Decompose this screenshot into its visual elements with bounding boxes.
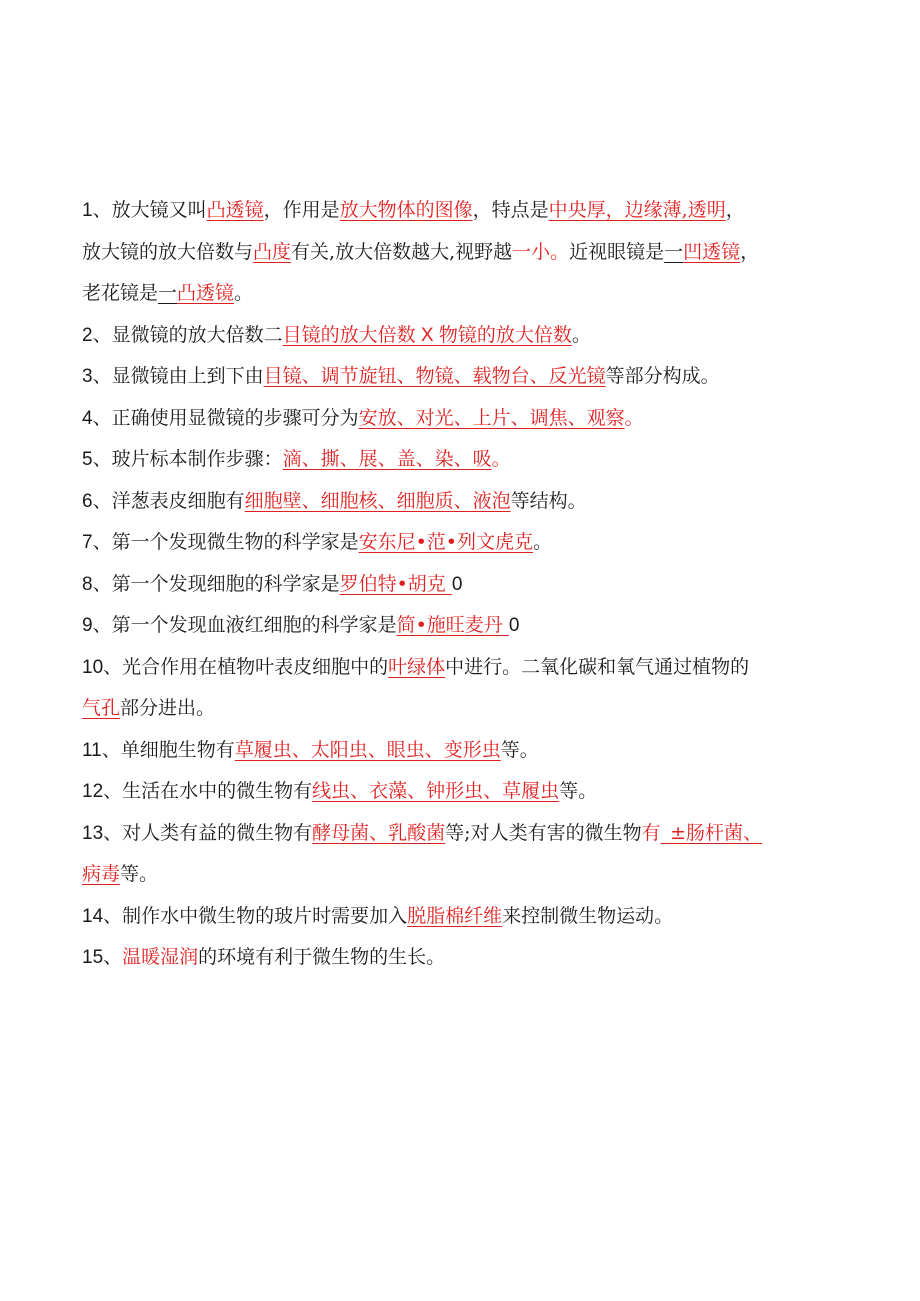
answer-text: 目镜的放大倍数 (282, 323, 416, 346)
answer-blank: 一 (158, 282, 178, 304)
answer-text: 中央厚，边缘薄,透明 (548, 199, 726, 221)
text-segment: 、正确使用显微镜的步骤可分为 (92, 406, 359, 429)
answer-text: 凸透镜 (206, 199, 264, 221)
item-number: 14 (82, 905, 104, 927)
text-segment: 、玻片标本制作步骤： (92, 448, 283, 470)
question-item (82, 771, 872, 813)
text-segment: 、光合作用在植物叶表皮细胞中的 (103, 655, 389, 678)
answer-text: 滴、撕、展、盖、染、吸 (282, 448, 492, 470)
text-line (82, 356, 872, 398)
text-segment: 部分进出。 (120, 697, 216, 719)
highlight-text: 有 (641, 821, 661, 844)
question-list (82, 190, 872, 979)
text-line (82, 813, 872, 855)
item-number: 0 (508, 615, 520, 636)
text-segment: ，作用是 (263, 199, 340, 221)
text-line (82, 647, 872, 689)
answer-text: 凸度 (253, 240, 292, 263)
text-line (82, 688, 872, 730)
item-number: 11 (82, 739, 102, 761)
item-number: 7 (82, 532, 93, 553)
question-item (82, 356, 872, 398)
highlight-text: 温暖湿润 (122, 946, 199, 968)
answer-text: 气孔 (82, 697, 121, 719)
item-number: 0 (451, 573, 463, 595)
question-item (82, 605, 872, 647)
text-segment: 近视眼镜是 (569, 240, 665, 263)
answer-text: 草履虫、太阳虫、眼虫、变形虫 (234, 738, 501, 761)
answer-text: 简•施旺麦丹 (396, 614, 509, 636)
text-segment: 、制作水中微生物的玻片时需要加入 (103, 904, 408, 927)
answer-text: 凹透镜 (683, 240, 741, 263)
text-line (82, 771, 872, 813)
answer-text: 病毒 (82, 863, 121, 885)
answer-text: 放大物体的图像 (339, 199, 473, 221)
text-line (82, 937, 872, 979)
answer-text: 凸透镜 (177, 282, 235, 304)
text-line (82, 522, 872, 564)
text-segment: 。 (533, 531, 553, 553)
item-number: 10 (82, 656, 104, 678)
text-segment: 等。 (559, 780, 598, 802)
answer-text: 安放、对光、上片、调焦、观察 (358, 406, 625, 429)
answer-text: _±肠杆菌、 (660, 821, 763, 844)
question-item (82, 730, 872, 772)
text-segment: 等。 (500, 738, 539, 761)
answer-text: 酵母菌、乳酸菌 (312, 821, 446, 844)
text-segment: 放大镜的放大倍数与 (82, 240, 254, 263)
question-item (82, 315, 872, 357)
question-item (82, 937, 872, 979)
text-segment: 等;对人类有害的微生物 (445, 821, 642, 844)
item-number: 6 (82, 490, 93, 512)
question-item (82, 896, 872, 938)
highlight-text: 一小。 (512, 240, 570, 263)
question-item (82, 522, 872, 564)
answer-text: 物镜的放大倍数 (438, 323, 572, 346)
item-number: 1 (82, 200, 93, 221)
text-segment: 、对人类有益的微生物有 (103, 821, 313, 844)
text-segment: 的环境有利于微生物的生长。 (198, 946, 446, 968)
text-segment: 老花镜是 (82, 282, 159, 304)
text-segment: 等。 (120, 863, 159, 885)
item-number: 4 (82, 407, 93, 429)
text-segment: 、显微镜由上到下由 (92, 365, 264, 387)
text-segment: 等结构。 (510, 489, 587, 512)
text-segment: 。 (571, 323, 591, 346)
item-number: 8 (82, 573, 93, 595)
item-number: 5 (82, 449, 93, 470)
item-number: 9 (82, 615, 93, 636)
text-line (82, 315, 872, 357)
text-segment: 。 (234, 282, 254, 304)
text-segment: 、单细胞生物有 (101, 738, 235, 761)
question-item (82, 481, 872, 523)
answer-text: 脱脂棉纤维 (407, 904, 503, 927)
answer-text: 罗伯特•胡克 (339, 572, 452, 595)
text-line (82, 439, 872, 481)
highlight-text: 。 (624, 406, 644, 429)
text-line (82, 896, 872, 938)
answer-text: X (415, 324, 439, 346)
text-line (82, 232, 872, 274)
text-segment: 、第一个发现血液红细胞的科学家是 (92, 614, 397, 636)
text-segment: 中进行。二氧化碳和氧气通过植物的 (445, 655, 750, 678)
text-segment: 、 (103, 946, 123, 968)
answer-text: 目镜、调节旋钮、物镜、载物台、反光镜 (263, 365, 606, 387)
text-line (82, 854, 872, 896)
question-item (82, 398, 872, 440)
answer-text: 安东尼•范•列文虎克 (358, 531, 534, 553)
question-item (82, 564, 872, 606)
text-segment: ， (740, 240, 760, 263)
text-segment: 、第一个发现细胞的科学家是 (92, 572, 340, 595)
answer-text: 线虫、衣藻、钟形虫、草履虫 (312, 780, 560, 802)
text-line (82, 398, 872, 440)
item-number: 2 (82, 324, 93, 346)
item-number: 15 (82, 947, 104, 968)
question-item (82, 813, 872, 896)
text-segment: 、生活在水中的微生物有 (103, 780, 313, 802)
text-line (82, 605, 872, 647)
text-segment: 、放大镜又叫 (92, 199, 207, 221)
answer-text: 细胞壁、细胞核、细胞质、液泡 (244, 489, 511, 512)
highlight-text: 。 (491, 448, 511, 470)
text-segment: ，特点是 (472, 199, 549, 221)
question-item (82, 190, 872, 315)
question-item (82, 439, 872, 481)
text-segment: 来控制微生物运动。 (502, 904, 674, 927)
text-segment: 、洋葱表皮细胞有 (92, 489, 245, 512)
question-item (82, 647, 872, 730)
text-line (82, 481, 872, 523)
item-number: 13 (82, 822, 104, 844)
text-segment: 、显微镜的放大倍数二 (92, 323, 283, 346)
item-number: 12 (82, 781, 104, 802)
item-number: 3 (82, 366, 93, 387)
text-line (82, 190, 872, 232)
text-segment: ， (725, 199, 745, 221)
text-line (82, 564, 872, 606)
answer-text: 叶绿体 (388, 655, 446, 678)
text-line (82, 273, 872, 315)
text-segment: 、第一个发现微生物的科学家是 (92, 531, 359, 553)
text-segment: 等部分构成。 (605, 365, 720, 387)
answer-blank: 一 (664, 240, 684, 263)
text-line (82, 730, 872, 772)
text-segment: 有关,放大倍数越大,视野越 (291, 240, 513, 263)
